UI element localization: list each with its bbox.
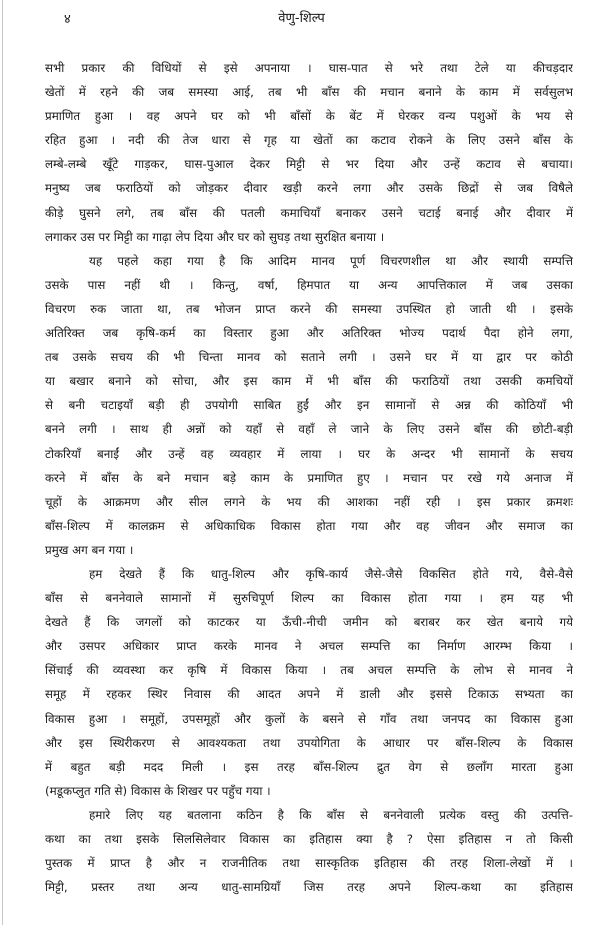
page-edge-rule	[2, 0, 3, 925]
text-line: करने में बाँस के बने मचान बड़े काम के प्रमाणित हुए । मचान पर रखे गये अनाज में	[45, 470, 573, 485]
text-line: तब उसके सचय की भी चिन्ता मानव को सताने लगी । उसने घर में या द्वार पर कोठी	[45, 350, 573, 365]
text-line: या बखार बनाने को सोचा, और इस काम में भी बाँस की फराठियों तथा उसकी कमचियों	[45, 374, 573, 389]
text-line: देखते हैं कि जगलों को काटकर या ऊँची-नीची जमीन को बराबर कर खेत बनाये गये	[45, 615, 573, 630]
text-line: कथा का तथा इसके सिलसिलेवार विकास का इतिहास क्या है ? ऐसा इतिहास न तो किसी	[45, 832, 573, 846]
text-line: चूहों के आक्रमण और सील लगने के भय की आशका नहीं रही । इस प्रकार क्रमशः	[45, 494, 573, 509]
text-line: से बनी चटाइयाँ बड़ी ही उपयोगी साबित हुईं और इन सामानों से अन्न की कोठियाँ भी	[45, 398, 573, 413]
text-line: सिंचाई की व्यवस्था कर कृषि में विकास किया । तब अचल सम्पत्ति के लोभ से मानव ने	[45, 663, 573, 678]
text-line: पुस्तक में प्राप्त है और न राजनीतिक तथा सास्कृतिक इतिहास की तरह शिला-लेखों में ।	[45, 856, 573, 871]
text-line: मनुष्य जब फराठियों को जोड़कर दीवार खड़ी करने लगा और उसके छिद्रों से जब विषैले	[45, 181, 573, 196]
text-line: में बहुत बड़ी मदद मिली । इस तरह बाँस-शिल्प द्रुत वेग से छलाँग मारता हुआ	[45, 759, 573, 774]
text-line: मिट्टी, प्रस्तर तथा अन्य धातु-सामग्रियाँ जिस तरह अपने शिल्प-कथा का इतिहास	[45, 880, 573, 895]
text-line: उसके पास नहीं थी । किन्तु, वर्षा, हिमपात या अन्य आपत्तिकाल में जब उसका	[45, 277, 573, 292]
paragraph-first-line: यह पहले कहा गया है कि आदिम मानव पूर्ण विचरणशील था और स्थायी सम्पत्ति	[89, 253, 573, 268]
text-line: और उसपर अधिकार प्राप्त करके मानव ने अचल सम्पत्ति का निर्माण आरम्भ किया ।	[45, 639, 573, 654]
text-line: बाँस से बननेवाले सामानों में सुरुचिपूर्ण शिल्प का विकास होता गया । हम यह भी	[45, 591, 573, 606]
text-line: लगाकर उस पर मिट्टी का गाढ़ा लेप दिया और घर को सुघड़ तथा सुरक्षित बनाया ।	[45, 229, 385, 244]
body-text	[45, 56, 573, 899]
text-line: लम्बे-लम्बे खूँटे गाड़कर, घास-पुआल देकर मिट्टी से भर दिया और उन्हें कटाव से बचाया।	[45, 157, 573, 172]
paragraph-first-line: हम देखते हैं कि धातु-शिल्प और कृषि-कार्य जैसे-जैसे विकसित होते गये, वैसे-वैसे	[89, 566, 573, 581]
text-line: खेतों में रहने की जब समस्या आई, तब भी बाँस की मचान बनाने के काम में सर्वसुलभ	[45, 85, 573, 100]
text-line: सभी प्रकार की विधियों से इसे अपनाया । घास-पात से भरे तथा टेले या कीचड़दार	[45, 61, 573, 75]
running-title: वेणु-शिल्प	[278, 11, 325, 26]
page-number: ४	[64, 12, 71, 27]
text-line: समूह में रहकर स्थिर निवास की आदत अपने में डाली और इससे टिकाऊ सभ्यता का	[45, 687, 573, 702]
text-line: प्रमाणित हुआ । वह अपने घर को भी बाँसों के बेंट में घेरकर वन्य पशुओं के भय से	[45, 109, 573, 124]
text-line: प्रमुख अग बन गया ।	[45, 542, 134, 557]
text-line: (मडूकप्लुत गति से) विकास के शिखर पर पहुँच गया ।	[45, 783, 271, 798]
text-line: टोकरियाँ बनाईं और उन्हें वह व्यवहार में लाया । घर के अन्दर भी सामानों के सचय	[45, 446, 573, 461]
text-line: बाँस-शिल्प में कालक्रम से अधिकाधिक विकास होता गया और वह जीवन और समाज का	[45, 518, 573, 533]
text-line: कीड़े घुसने लगे, तब बाँस की पतली कमाचियाँ बनाकर उसने चटाई बनाई और दीवार में	[45, 205, 573, 220]
text-line: बनने लगी । साथ ही अन्नों को यहाँ से वहाँ ले जाने के लिए उसने बाँस की छोटी-बड़ी	[45, 422, 573, 437]
text-line: और इस स्थिरीकरण से आवश्यकता तथा उपयोगिता के आधार पर बाँस-शिल्प के विकास	[45, 735, 573, 750]
text-line: विचरण रुक जाता था, तब भोजन प्राप्त करने की समस्या उपस्थित हो जाती थी । इसके	[45, 301, 573, 316]
text-line: अतिरिक्त जब कृषि-कर्म का विस्तार हुआ और अतिरिक्त भोज्य पदार्थ पैदा होने लगा,	[45, 326, 573, 341]
text-line: रहित हुआ । नदी की तेज धारा से गृह या खेतों का कटाव रोकने के लिए उसने बाँस के	[45, 133, 573, 148]
paragraph-first-line: हमारे लिए यह बतलाना कठिन है कि बाँस से बननेवाली प्रत्येक वस्तु की उत्पत्ति-	[89, 807, 573, 822]
text-line: विकास हुआ । समूहों, उपसमूहों और कुलों के बसने से गाँव तथा जनपद का विकास हुआ	[45, 711, 573, 726]
